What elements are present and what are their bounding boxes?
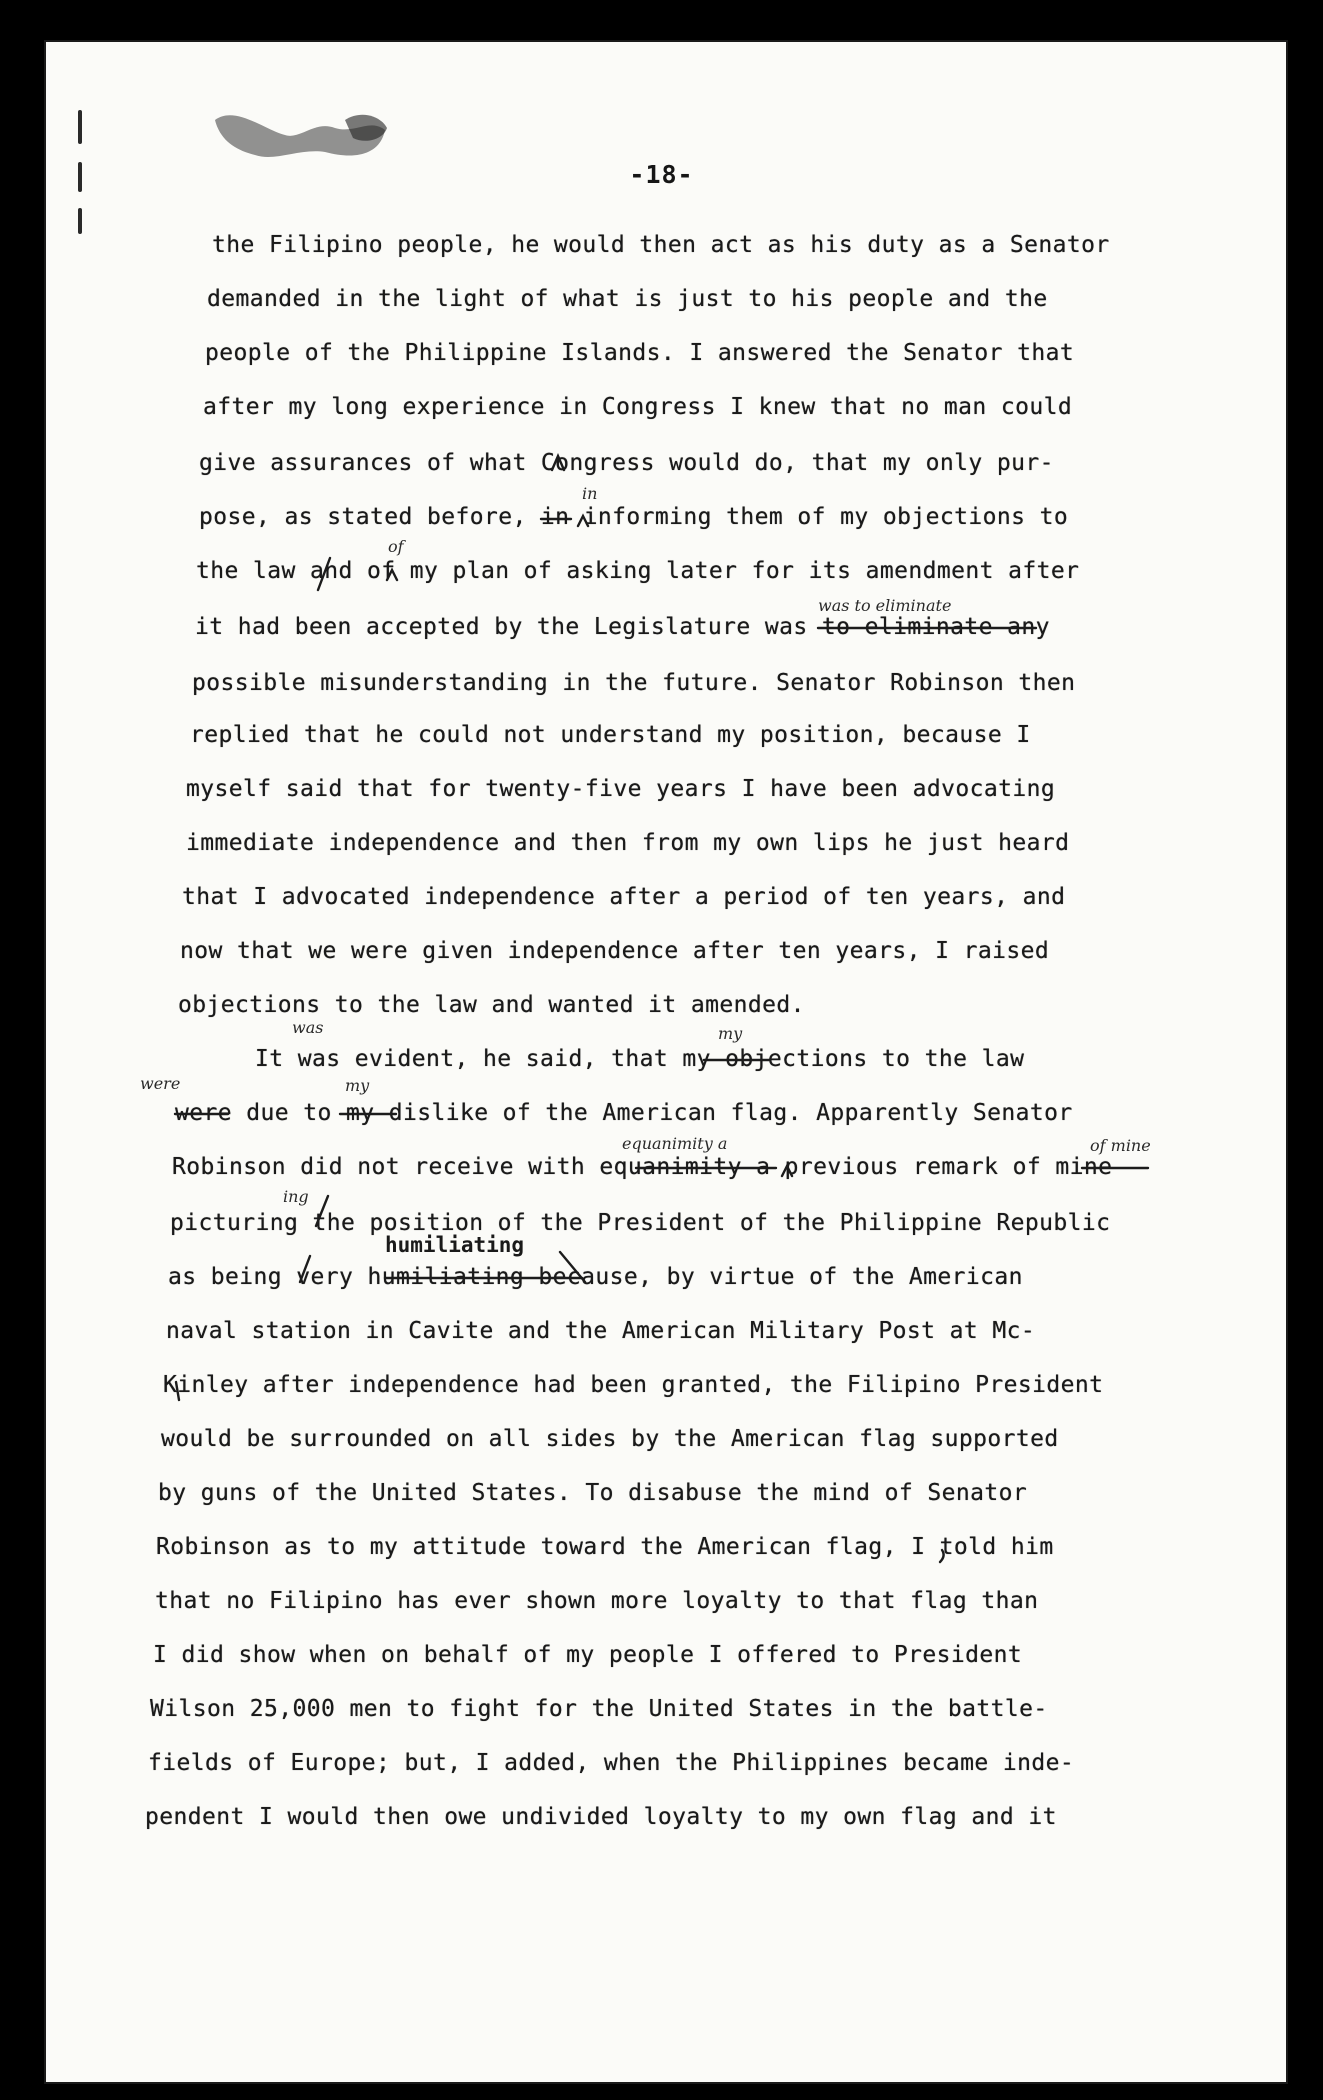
handwritten-insert: of mine [1090, 1136, 1151, 1155]
handwritten-insert: was to eliminate [818, 596, 952, 615]
typed-insert: humiliating [385, 1233, 525, 1257]
text-line: would be surrounded on all sides by the American flag supported [161, 1426, 1059, 1452]
text-line: pendent I would then owe undivided loyalty to my own flag and it [145, 1804, 1057, 1830]
text-line: pose, as stated before, in informing them of my objections to [199, 504, 1069, 530]
text-line: It was evident, he said, that my objections to the law [255, 1046, 1025, 1072]
handwritten-insert: were [140, 1074, 181, 1093]
text-line: that no Filipino has ever shown more loyalty to that flag than [155, 1588, 1039, 1614]
text-line: Kinley after independence had been granted, the Filipino President [163, 1372, 1104, 1398]
handwritten-insert: my [345, 1076, 370, 1095]
handwritten-insert: ing [283, 1187, 309, 1206]
text-line: Robinson did not receive with equanimity a previous remark of mine [172, 1154, 1113, 1180]
text-line: naval station in Cavite and the American Military Post at Mc- [166, 1318, 1036, 1344]
text-line: objections to the law and wanted it amended. [178, 992, 805, 1018]
text-line: replied that he could not understand my position, because I [190, 722, 1031, 748]
text-line: demanded in the light of what is just to his people and the [207, 286, 1048, 312]
text-line: picturing the position of the President of the Philippine Republic [170, 1210, 1111, 1236]
text-line: as being very humiliating because, by virtue of the American [168, 1264, 1023, 1290]
text-line: myself said that for twenty-five years I have been advocating [186, 776, 1056, 802]
text-line: people of the Philippine Islands. I answered the Senator that [205, 340, 1075, 366]
text-line: it had been accepted by the Legislature was to eliminate any [195, 614, 1050, 640]
handwritten-insert: in [582, 484, 598, 503]
handwritten-insert: my [718, 1024, 743, 1043]
handwritten-insert: of [388, 537, 404, 556]
text-line: Robinson as to my attitude toward the American flag, I told him [156, 1534, 1054, 1560]
text-line: Wilson 25,000 men to fight for the United States in the battle- [150, 1696, 1048, 1722]
text-line: possible misunderstanding in the future. Senator Robinson then [192, 670, 1076, 696]
handwritten-insert: was [292, 1018, 324, 1037]
page-number: -18- [629, 160, 694, 189]
text-line: immediate independence and then from my own lips he just heard [186, 830, 1070, 856]
text-line: were due to my dislike of the American flag. Apparently Senator [175, 1100, 1073, 1126]
text-line: the law and of my plan of asking later for its amendment after [196, 558, 1080, 584]
handwritten-insert: equanimity a [622, 1134, 728, 1153]
text-line: fields of Europe; but, I added, when the Philippines became inde- [148, 1750, 1075, 1776]
text-line: by guns of the United States. To disabuse the mind of Senator [158, 1480, 1028, 1506]
text-line: now that we were given independence after ten years, I raised [180, 938, 1050, 964]
text-line: give assurances of what Congress would do, that my only pur- [199, 450, 1054, 476]
text-line: the Filipino people, he would then act as his duty as a Senator [212, 232, 1110, 258]
text-line: I did show when on behalf of my people I offered to President [153, 1642, 1023, 1668]
text-line: after my long experience in Congress I knew that no man could [203, 394, 1073, 420]
text-line: that I advocated independence after a period of ten years, and [182, 884, 1066, 910]
